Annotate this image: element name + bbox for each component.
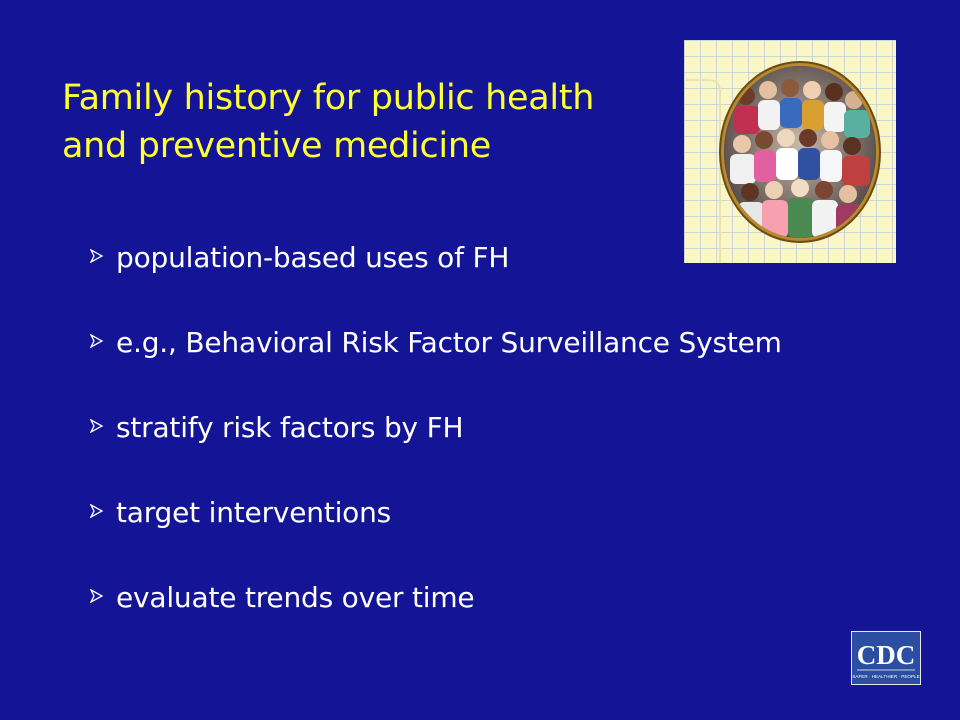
chevron-arrow-icon — [90, 504, 116, 518]
chevron-arrow-icon — [90, 334, 116, 348]
chevron-arrow-icon — [90, 589, 116, 603]
group-photo — [724, 66, 876, 238]
cdc-logo-text: CDC — [856, 640, 916, 670]
slide-title — [62, 74, 594, 170]
list-item — [90, 489, 782, 574]
list-item — [90, 234, 782, 319]
cdc-logo-tagline: SAFER · HEALTHIER · PEOPLE — [852, 674, 920, 679]
list-item — [90, 574, 782, 659]
bullet-text: target interventions — [116, 496, 392, 529]
list-item — [90, 404, 782, 489]
bullet-text: stratify risk factors by FH — [116, 411, 464, 444]
crowd-photo-icon — [724, 66, 876, 238]
chevron-arrow-icon — [90, 249, 116, 263]
chevron-arrow-icon — [90, 419, 116, 433]
list-item — [90, 319, 782, 404]
group-photo-frame — [684, 40, 896, 263]
cdc-logo — [851, 631, 921, 685]
bullet-text: e.g., Behavioral Risk Factor Surveillance System — [116, 326, 782, 359]
slide-title-line-1: Family history for public health — [62, 78, 595, 118]
slide-title-line-2: and preventive medicine — [62, 126, 491, 166]
bullet-text: evaluate trends over time — [116, 581, 475, 614]
bullet-text: population-based uses of FH — [116, 241, 510, 274]
bullet-list — [90, 234, 782, 659]
